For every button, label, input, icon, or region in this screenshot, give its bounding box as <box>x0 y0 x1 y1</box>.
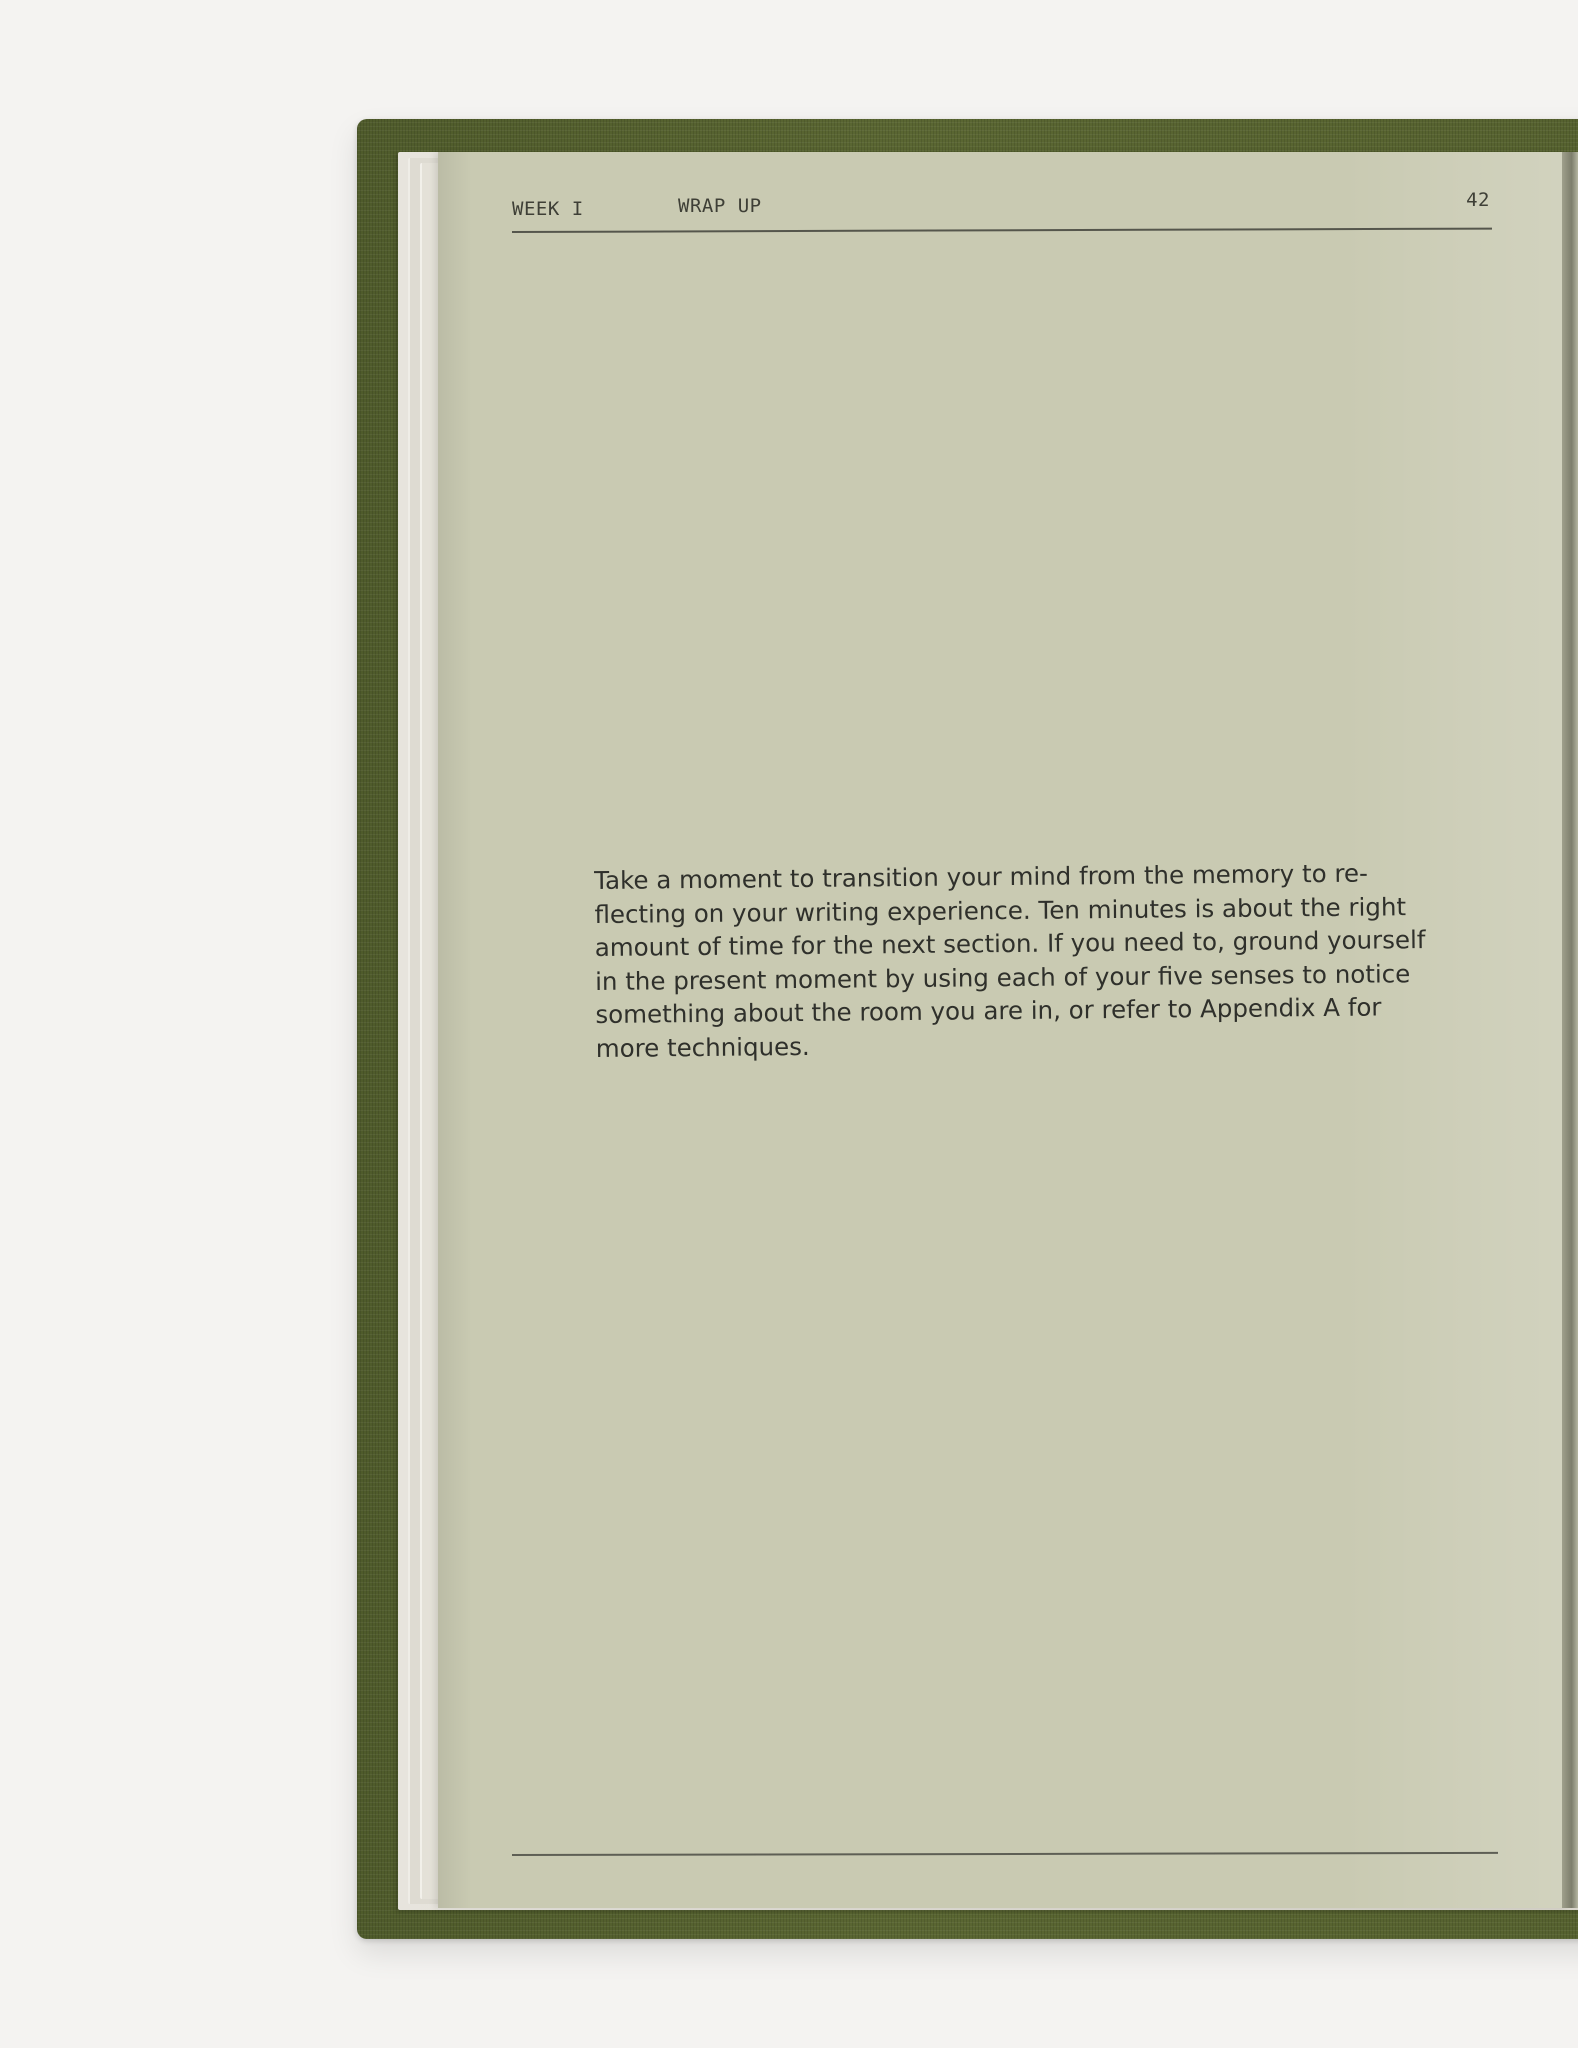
footer-divider <box>512 1852 1498 1856</box>
week-label: WEEK I <box>512 198 584 220</box>
section-title: WRAP UP <box>678 195 762 217</box>
header-divider <box>512 228 1492 233</box>
page-number: 42 <box>1466 189 1490 211</box>
open-page <box>438 152 1568 1908</box>
body-paragraph: Take a moment to transition your mind from the memory to re- flecting on your writing experience. Ten minutes is about the right amount of time for the next section. If you need to, ground yourself in the present moment by using each of your five senses to notice something about the room you are in, or refer to Appendix A for more techniques. <box>594 858 1426 1063</box>
running-header <box>512 189 1492 226</box>
book-gutter <box>1562 152 1578 1908</box>
